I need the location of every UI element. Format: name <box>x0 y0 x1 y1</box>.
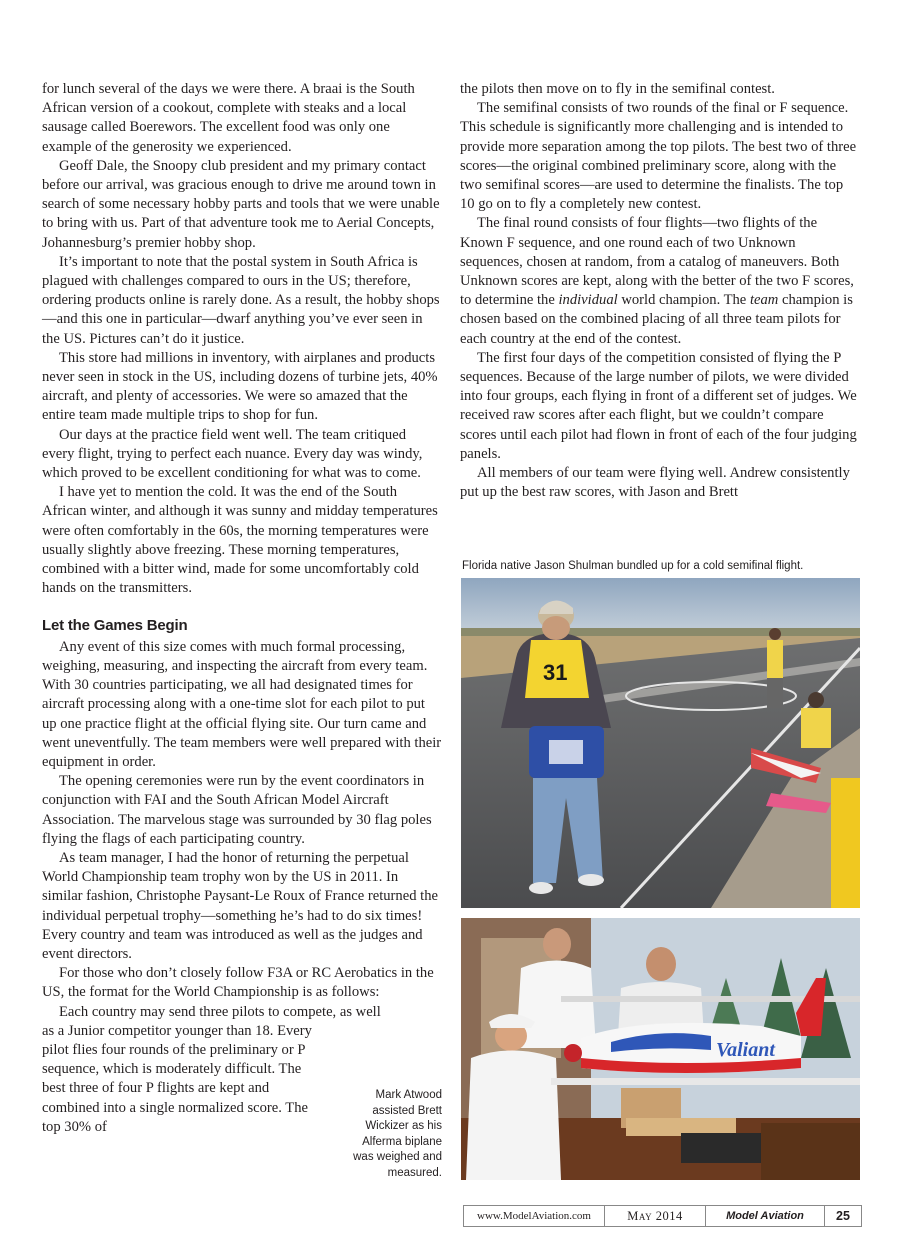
paragraph: It’s important to note that the postal system in South Africa is plagued with challenges compared to ours in the US; therefore, ordering products online is rarely done. As a result, the hobby shops—and this one in particular—dwarf anything you’ve ever seen in the US. Pictures can’t do it justice. <box>42 253 440 347</box>
paragraph: for lunch several of the days we were there. A braai is the South African version of a cookout, complete with steaks and a local sausage called Boerewors. The excellent food was only one example of the generosity we experienced. <box>42 81 415 155</box>
paragraph: This store had millions in inventory, with airplanes and products never seen in stock in the US, including dozens of turbine jets, 40% aircraft, and plenty of accessories. We were so amazed that the entire team made multiple trips to shop for fun. <box>42 349 438 424</box>
text-run: champion is chosen based on the combined placing of all three team pilots for each country at the end of the contest. <box>460 292 853 347</box>
photo-caption: Mark Atwood assisted Brett Wickizer as his Alferma biplane was weighed and measured. <box>353 1089 442 1179</box>
text-run: world champion. The <box>617 292 750 309</box>
paragraph: I have yet to mention the cold. It was the end of the South African winter, and although it was sunny and midday temperatures were often comfortably in the 60s, the morning temperatures were usually slightly above freezing. These morning temperatures, combined with a bitter wind, made for some uncomfortably cold hands on the transmitters. <box>42 484 438 597</box>
paragraph: as a Junior competitor younger than 18. Every pilot flies four rounds of the preliminary or P sequence, which is moderately difficult. The best three of four P flights are kept and combined into a single normalized score. The top 30% of <box>42 1022 312 1135</box>
paragraph: For those who don’t closely follow F3A or RC Aerobatics in the US, the format for the World Championship is as follows: <box>42 965 434 1001</box>
plane-name-text: Valiant <box>716 1039 775 1061</box>
emphasis-text: team <box>749 292 779 309</box>
photo-biplane-weigh-in <box>461 918 860 1180</box>
paragraph: Geoff Dale, the Snoopy club president and my primary contact before our arrival, was gracious enough to drive me around town in search of some necessary hobby parts and tools that we were unable to bring with us. Part of that adventure took me to Aerial Concepts, Johannesburg’s premier hobby shop. <box>42 157 440 251</box>
paragraph: All members of our team were flying well. Andrew consistently put up the best raw scores, with Jason and Brett <box>460 465 850 501</box>
paragraph: The semifinal consists of two rounds of the final or F sequence. This schedule is significantly more challenging and is intended to provide more separation among the top pilots. The best two of three scores—the original combined preliminary score, along with the two semifinal scores—are used to determine the finalists. The top 10 go on to fly a completely new contest. <box>460 100 857 213</box>
right-text-column <box>460 80 860 502</box>
paragraph: The first four days of the competition consisted of flying the P sequences. Because of the large number of pilots, we were divided into four groups, each flying in front of a different set of judges. We received raw scores after each flight, but we couldn’t compare scores until each pilot had flown in front of each of the four judging panels. <box>460 349 857 462</box>
photo-caption: Florida native Jason Shulman bundled up for a cold semifinal flight. <box>462 560 804 572</box>
emphasis-text: individual <box>558 292 618 309</box>
paragraph: Our days at the practice field went well. The team critiqued every flight, trying to perfect each nuance. Every day was windy, which proved to be excellent conditioning for what was to come. <box>42 426 423 482</box>
section-heading: Let the Games Begin <box>42 617 188 635</box>
photo-pilot-on-runway <box>461 578 860 908</box>
footer-magazine-name: Model Aviation <box>706 1206 825 1226</box>
paragraph: Each country may send three pilots to compete, as well <box>59 1003 381 1020</box>
left-text-column <box>42 80 442 1137</box>
page-footer <box>463 1205 862 1227</box>
paragraph: Any event of this size comes with much formal processing, weighing, measuring, and inspecting the aircraft from every team. With 30 countries participating, we all had designated times for aircraft processing along with a one-time slot for each pilot to put up one practice flight at the official flying site. Our turn came and went uneventfully. The team members were well prepared with their equipment in order. <box>42 638 442 770</box>
footer-url[interactable]: www.ModelAviation.com <box>464 1206 605 1226</box>
bib-number: 31 <box>543 660 568 685</box>
footer-date: May 2014 <box>605 1206 706 1226</box>
page-number: 25 <box>836 1209 850 1223</box>
paragraph: The opening ceremonies were run by the event coordinators in conjunction with FAI and the South African Model Aircraft Association. The marvelous stage was surrounded by 30 flag poles flying the flags of each participating country. <box>42 773 432 847</box>
text-run: The final round consists of four flights—two flights of the Known F sequence, and one round each of two Unknown sequences, chosen at random, from a catalog of maneuvers. Both Unknown scores are kept, along with the better of the two F scores, to determine the <box>460 215 854 309</box>
paragraph: the pilots then move on to fly in the semifinal contest. <box>460 81 775 97</box>
paragraph <box>460 214 860 348</box>
paragraph: As team manager, I had the honor of returning the perpetual World Championship team trophy won by the US in 2011. In similar fashion, Christophe Paysant-Le Roux of France returned the individual perpetual trophy—something he’s had to do six times! Every country and team was introduced as well as the judges and event directors. <box>42 849 438 962</box>
